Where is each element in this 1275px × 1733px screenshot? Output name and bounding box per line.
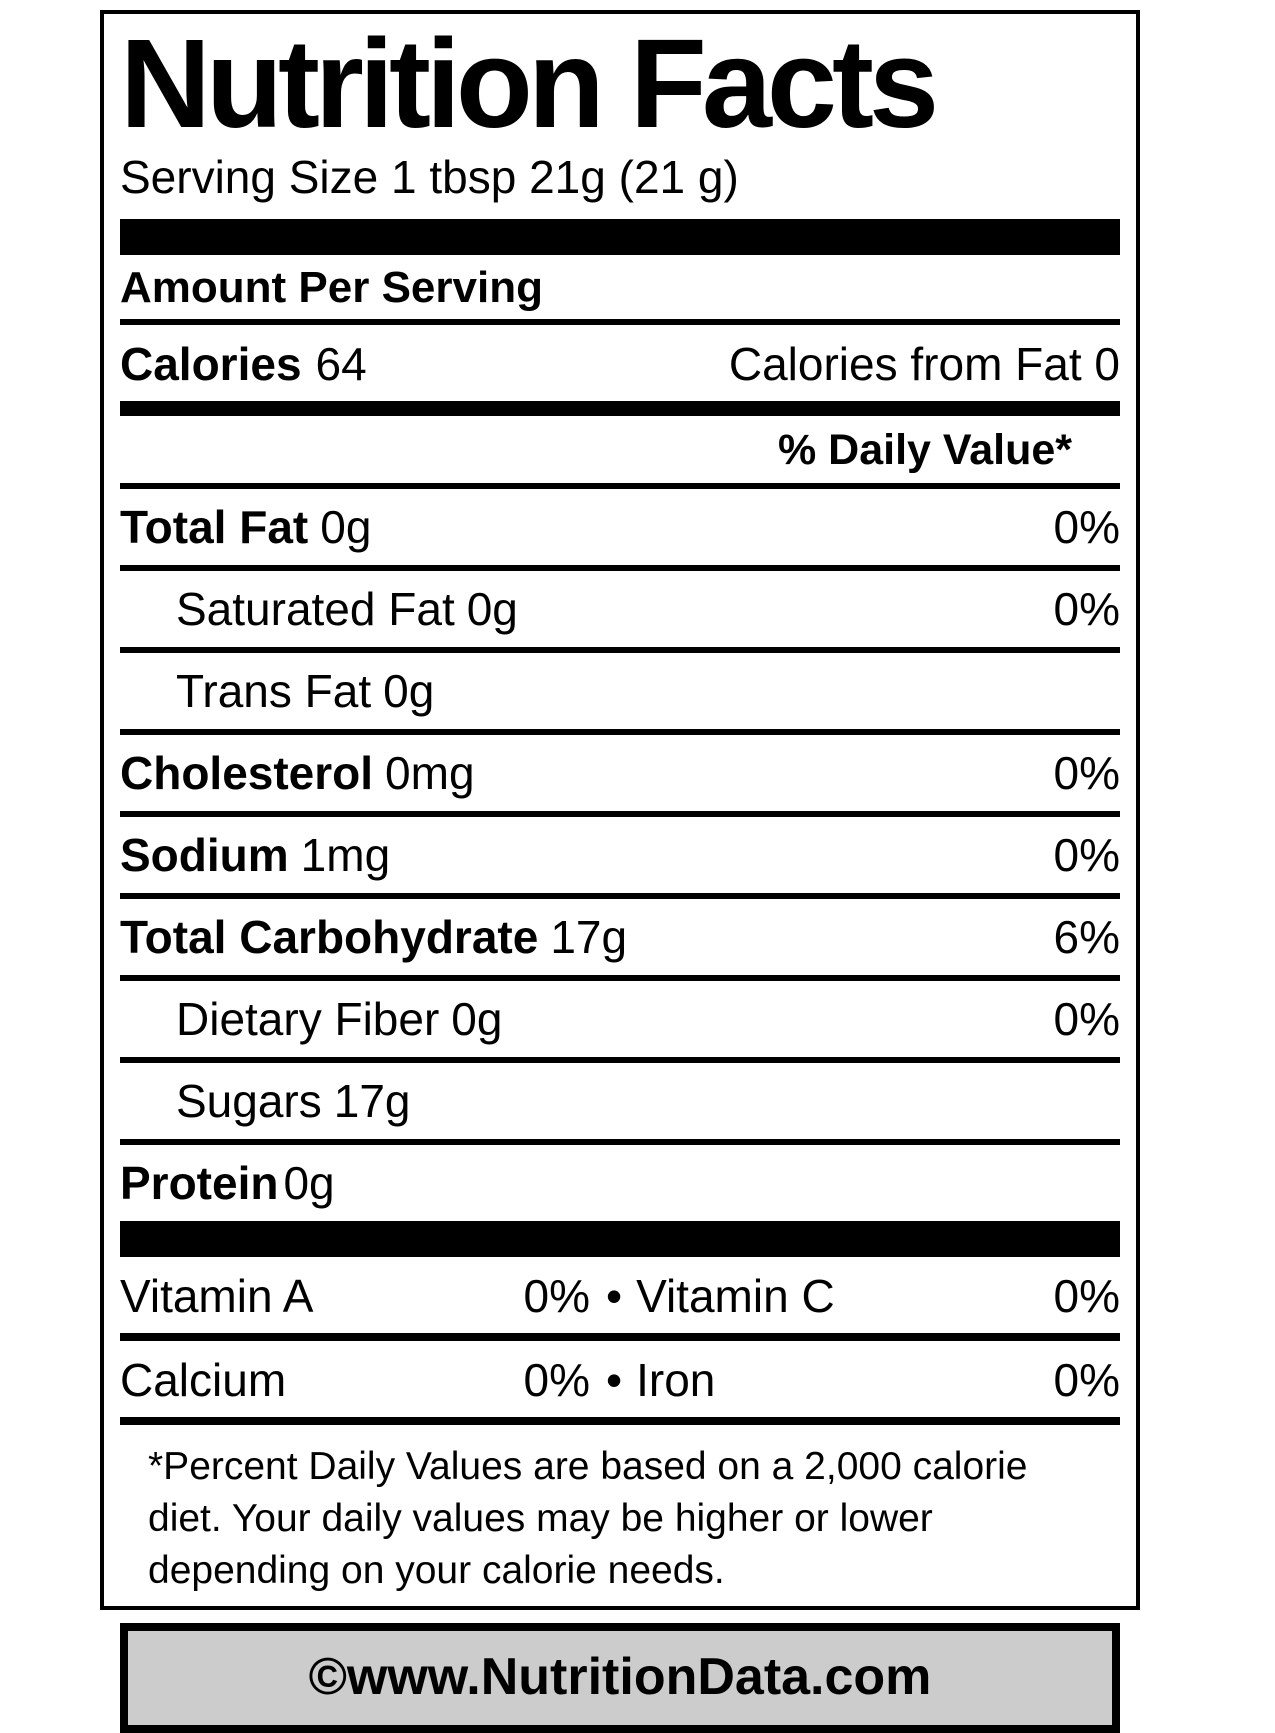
vitamin-c-label: Vitamin C	[636, 1270, 835, 1323]
nutrient-dv: 0%	[1053, 829, 1120, 882]
thick-divider-bottom	[120, 1221, 1120, 1257]
nutrient-label: Total Fat	[120, 501, 309, 554]
calories-from-fat-label: Calories from Fat	[728, 338, 1082, 391]
nutrient-dv: 0%	[1053, 583, 1120, 636]
calories	[120, 337, 367, 391]
nutrient-dv: 6%	[1053, 911, 1120, 964]
calcium-label: Calcium	[120, 1354, 287, 1407]
nutrient-label: Saturated Fat	[176, 583, 455, 636]
calcium-value: 0%	[523, 1354, 590, 1407]
vitamin-row-a-c	[120, 1257, 1120, 1341]
nutrient-label: Total Carbohydrate	[120, 911, 539, 964]
serving-size: Serving Size 1 tbsp 21g (21 g)	[120, 150, 739, 203]
nutrient-amount: 0mg	[385, 747, 475, 800]
vitamin-a-label: Vitamin A	[120, 1270, 314, 1323]
bullet-separator: •	[606, 1270, 623, 1323]
daily-value-header: % Daily Value*	[120, 416, 1120, 489]
nutrient-row-cholesterol	[120, 735, 1120, 817]
vitamin-c-value: 0%	[1053, 1270, 1120, 1323]
nutrition-facts-label	[100, 10, 1140, 1706]
nutrient-label: Sugars	[176, 1075, 322, 1128]
nutrient-dv: 0%	[1053, 501, 1120, 554]
nutrient-amount: 17g	[333, 1075, 411, 1128]
nutrient-label: Sodium	[120, 829, 289, 882]
nutrient-label: Dietary Fiber	[176, 993, 440, 1046]
daily-values-footnote: *Percent Daily Values are based on a 2,000 calorie diet. Your daily values may be higher or lower depending on your calorie needs.	[148, 1445, 1028, 1593]
thick-divider-top	[120, 219, 1120, 255]
nutrient-amount: 0g	[283, 1157, 335, 1210]
nutrient-amount: 0g	[451, 993, 503, 1046]
calories-label: Calories	[120, 338, 302, 391]
nutrient-row-total-fat	[120, 489, 1120, 571]
calories-row	[120, 325, 1120, 401]
nutrient-row-dietary-fiber	[120, 981, 1120, 1063]
medium-divider	[120, 401, 1120, 416]
iron-label: Iron	[636, 1354, 716, 1407]
calories-from-fat-value: 0	[1094, 338, 1120, 391]
vitamin-row-calcium-iron	[120, 1341, 1120, 1425]
nutrient-label: Trans Fat	[176, 665, 372, 718]
nutrient-amount: 0g	[320, 501, 372, 554]
nutrient-dv: 0%	[1053, 747, 1120, 800]
nutrient-amount: 0g	[466, 583, 518, 636]
nutrient-row-sugars	[120, 1063, 1120, 1145]
nutrient-label: Cholesterol	[120, 747, 374, 800]
label-title: Nutrition Facts	[120, 13, 935, 154]
nutrient-dv: 0%	[1053, 993, 1120, 1046]
nutrient-row-total-carbohydrate	[120, 899, 1120, 981]
footer-banner: ©www.NutritionData.com	[120, 1623, 1120, 1733]
iron-value: 0%	[1053, 1354, 1120, 1407]
nutrient-label: Protein	[120, 1157, 279, 1210]
nutrient-row-sodium	[120, 817, 1120, 899]
nutrient-row-trans-fat	[120, 653, 1120, 735]
calories-value: 64	[315, 338, 367, 391]
vitamin-a-value: 0%	[523, 1270, 590, 1323]
nutrient-row-protein	[120, 1145, 1120, 1221]
nutrient-amount: 1mg	[300, 829, 391, 882]
bullet-separator: •	[606, 1354, 623, 1407]
nutrient-amount: 17g	[550, 911, 628, 964]
nutrient-amount: 0g	[383, 665, 435, 718]
calories-from-fat	[729, 337, 1120, 391]
amount-per-serving-header: Amount Per Serving	[120, 255, 1120, 325]
nutrient-row-saturated-fat	[120, 571, 1120, 653]
